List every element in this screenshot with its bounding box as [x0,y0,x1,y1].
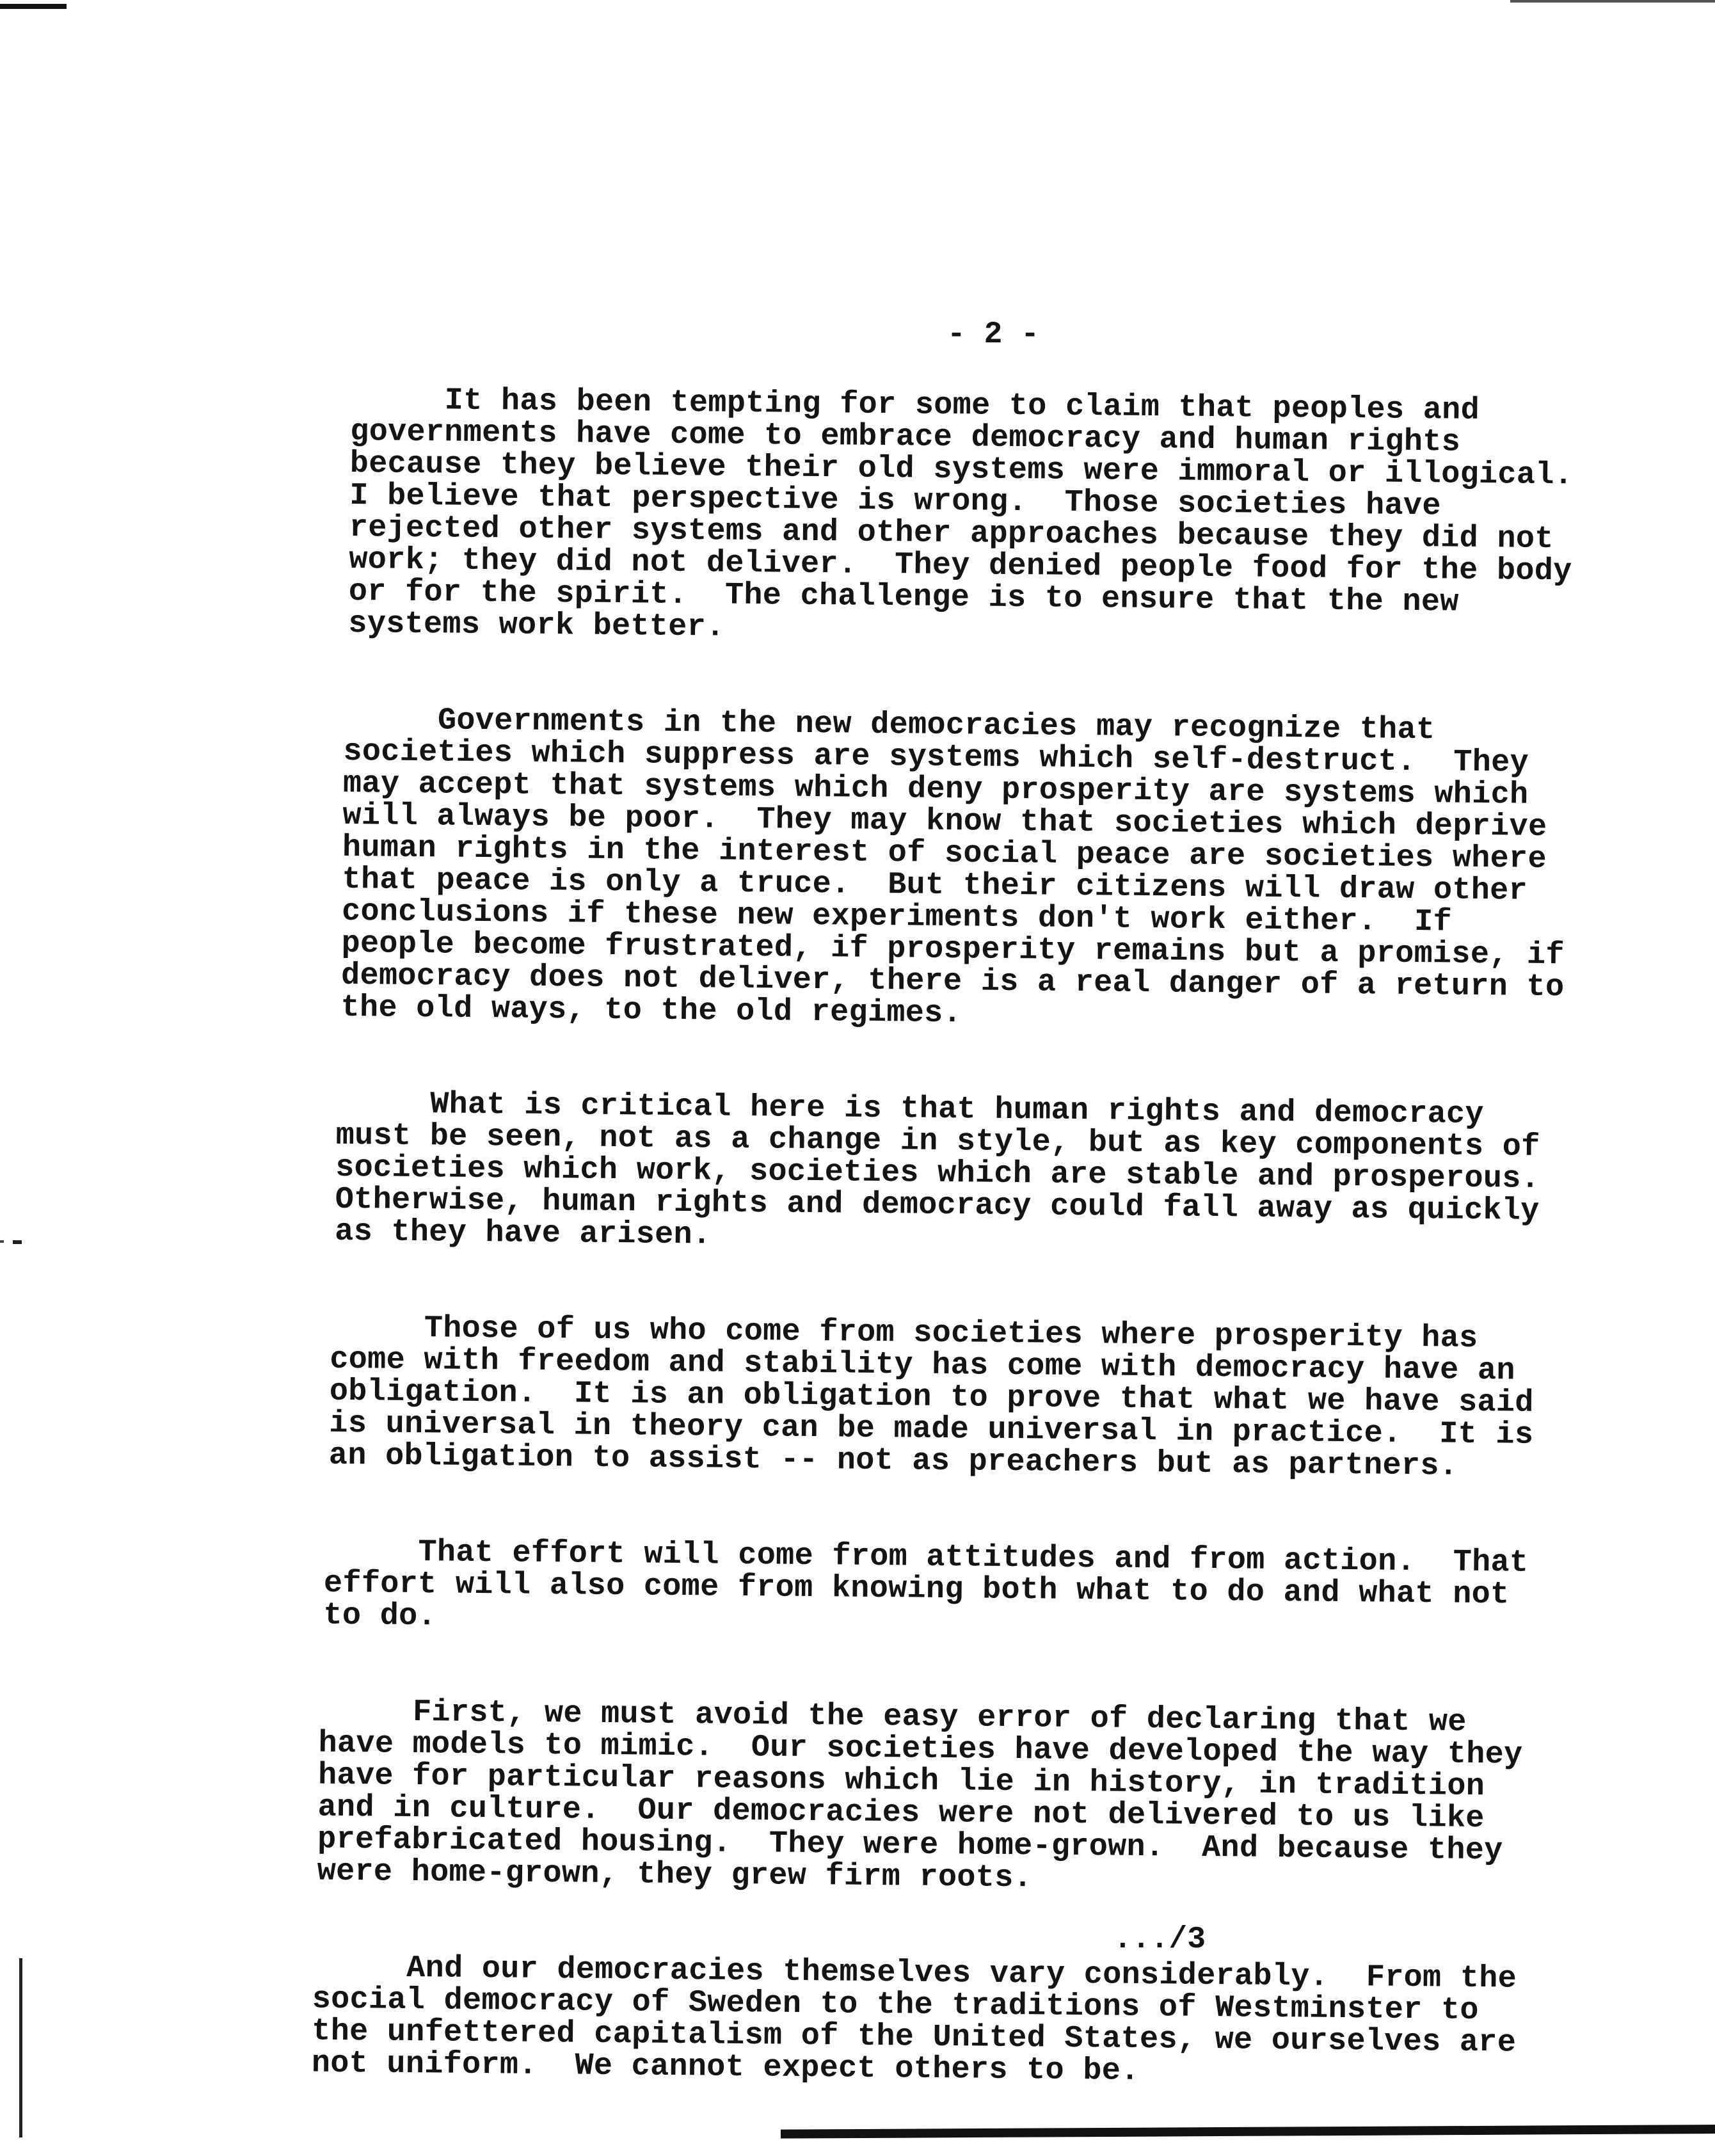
body-text [311,382,1631,2156]
paragraph: It has been tempting for some to claim that peoples and governments have come to embrace democracy and human rights because they believe their old systems were immoral or illogical. I believe that perspective is wrong. Those societies have rejected other systems and other approaches because they did not work; they did not deliver. They denied people food for the body or for the spirit. The challenge is to ensure that the new systems work better. [348,382,1574,645]
scan-artifact [19,1958,22,2137]
scan-artifact [0,4,67,9]
scan-artifact [1510,0,1715,3]
continuation-marker: .../3 [1113,1922,1206,1957]
paragraph: Governments in the new democracies may recognize that societies which suppress are systems which self-destruct. They may accept that systems which deny prosperity are systems which will always be poor. They may know that societies which deprive human rights in the interest of social peace are societies where that peace is only a truce. But their citizens will draw other conclusions if these new experiments don't work either. If people become frustrated, if prosperity remains but a promise, if democracy does not deliver, there is a real danger of a return to the old ways, to the old regimes. [340,701,1565,1032]
paragraph: Those of us who come from societies where prosperity has come with freedom and stability has come with democracy have an obligation. It is an obligation to prove that what we have said is universal in theory can be made universal in practice. It is an obligation to assist -- not as preachers but as partners. [328,1309,1534,1484]
page-number: - 2 - [947,317,1040,352]
paragraph: And our democracies themselves vary considerably. From the social democracy of Sweden to the traditions of Westminster to the unfettered capitalism of the United States, we ourselves are not uniform. We cannot expect others to be. [311,1949,1517,2089]
paragraph: First, we must avoid the easy error of declaring that we have models to mimic. Our societies have developed the way they have for particular reasons which lie in history, in tradition and in culture. Our democracies were not delivered to us like prefabricated housing. They were home-grown. And because they were home-grown, they grew firm roots. [317,1693,1523,1896]
scan-artifact [13,1240,22,1244]
scan-artifact [0,1240,4,1243]
paragraph: That effort will come from attitudes and from action. That effort will also come from knowing both what to do and what not to do. [323,1533,1529,1634]
paragraph: What is critical here is that human rights and democracy must be seen, not as a change in style, but as key components of societies which work, societies which are stable and prosperous. Otherwise, human rights and democracy could fall away as quickly as they have arisen. [335,1085,1540,1253]
